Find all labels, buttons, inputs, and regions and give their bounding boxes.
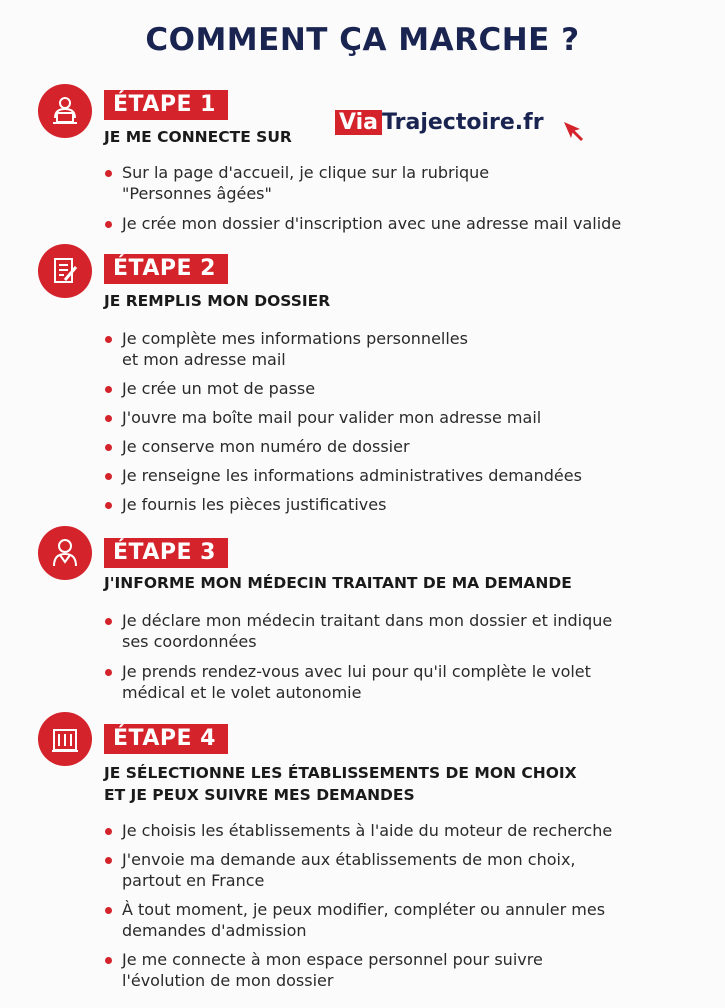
step-badge: ÉTAPE 3 <box>104 538 228 568</box>
list-item-continuation: demandes d'admission <box>122 921 307 940</box>
list-item-continuation: médical et le volet autonomie <box>122 683 362 702</box>
step-subtitle: JE ME CONNECTE SUR <box>104 128 292 146</box>
step-subtitle: J'INFORME MON MÉDECIN TRAITANT DE MA DEMANDE <box>104 574 572 592</box>
list-item: Je choisis les établissements à l'aide du moteur de recherche <box>104 820 612 841</box>
building-icon <box>38 712 92 766</box>
cursor-arrow-icon <box>562 120 586 144</box>
list-item: À tout moment, je peux modifier, compléter ou annuler mes <box>104 899 612 920</box>
list-item: Sur la page d'accueil, je clique sur la rubrique <box>104 162 621 183</box>
bullet-list <box>104 820 612 991</box>
list-item-continuation: partout en France <box>122 871 265 890</box>
list-item: Je fournis les pièces justificatives <box>104 494 582 515</box>
list-item: Je conserve mon numéro de dossier <box>104 436 582 457</box>
step-badge: ÉTAPE 4 <box>104 724 228 754</box>
list-item: J'ouvre ma boîte mail pour valider mon adresse mail <box>104 407 582 428</box>
list-item: Je déclare mon médecin traitant dans mon dossier et indique <box>104 610 612 631</box>
list-item-continuation: "Personnes âgées" <box>122 184 272 203</box>
computer-user-icon <box>38 84 92 138</box>
step-subtitle-line-1: JE SÉLECTIONNE LES ÉTABLISSEMENTS DE MON CHOIX <box>104 764 577 782</box>
list-item: Je renseigne les informations administratives demandées <box>104 465 582 486</box>
step-badge: ÉTAPE 1 <box>104 90 228 120</box>
list-item: Je complète mes informations personnelles <box>104 328 582 349</box>
list-item: Je me connecte à mon espace personnel pour suivre <box>104 949 612 970</box>
brand-rest: Trajectoire.fr <box>382 110 544 135</box>
list-item-continuation: l'évolution de mon dossier <box>122 971 334 990</box>
step-subtitle-line-2: ET JE PEUX SUIVRE MES DEMANDES <box>104 786 415 804</box>
step-badge: ÉTAPE 2 <box>104 254 228 284</box>
list-item: Je prends rendez-vous avec lui pour qu'il complète le volet <box>104 661 612 682</box>
step-subtitle: JE REMPLIS MON DOSSIER <box>104 292 331 310</box>
bullet-list <box>104 610 612 703</box>
list-item: J'envoie ma demande aux établissements de mon choix, <box>104 849 612 870</box>
brand-via: Via <box>335 110 382 135</box>
form-pen-icon <box>38 244 92 298</box>
viatrajectoire-logo[interactable] <box>335 108 544 138</box>
doctor-icon <box>38 526 92 580</box>
bullet-list <box>104 162 621 234</box>
list-item-continuation: ses coordonnées <box>122 632 257 651</box>
list-item-continuation: et mon adresse mail <box>122 350 286 369</box>
page-title: COMMENT ÇA MARCHE ? <box>145 22 580 58</box>
bullet-list <box>104 328 582 515</box>
list-item: Je crée mon dossier d'inscription avec une adresse mail valide <box>104 213 621 234</box>
list-item: Je crée un mot de passe <box>104 378 582 399</box>
